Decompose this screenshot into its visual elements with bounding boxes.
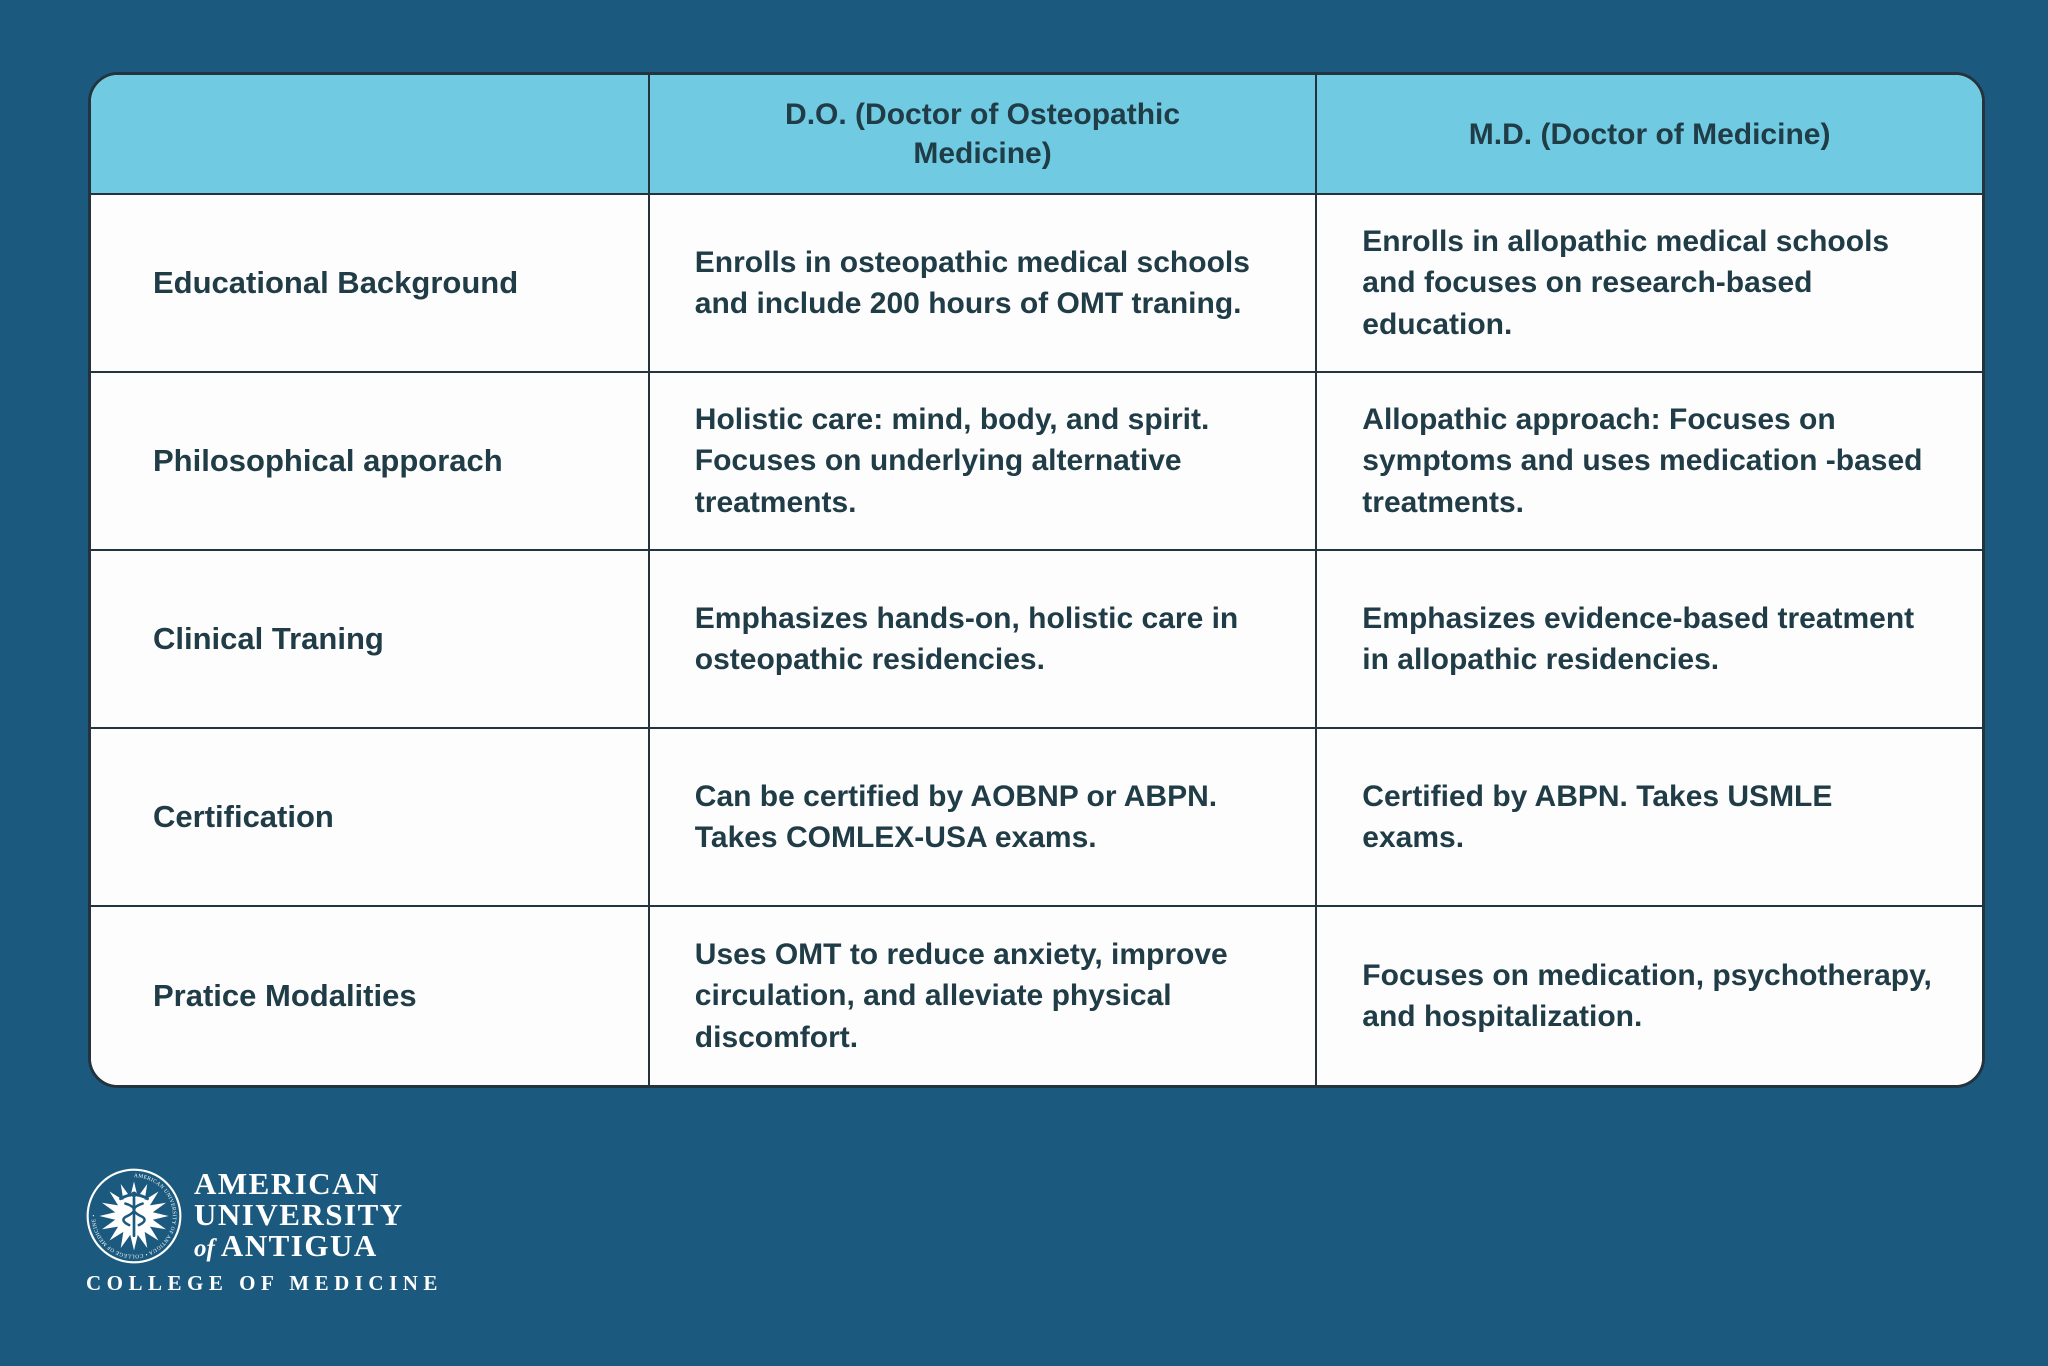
seal-ring-text: AMERICAN UNIVERSITY OF ANTIGUA • COLLEGE OF MEDICINE •	[91, 1173, 177, 1259]
do-cell-educational-background: Enrolls in osteopathic medical schools and include 200 hours of OMT traning.	[650, 195, 1318, 373]
do-cell-clinical-training: Emphasizes hands-on, holistic care in osteopathic residencies.	[650, 551, 1318, 729]
university-logo	[86, 1168, 443, 1296]
md-cell-philosophical-approach: Allopathic approach: Focuses on symptoms and uses medication -based treatments.	[1317, 373, 1982, 551]
row-label-educational-background: Educational Background	[91, 195, 650, 373]
md-cell-educational-background: Enrolls in allopathic medical schools and focuses on research-based education.	[1317, 195, 1982, 373]
md-cell-certification: Certified by ABPN. Takes USMLE exams.	[1317, 729, 1982, 907]
university-name	[194, 1168, 404, 1264]
university-name-of: of	[194, 1235, 215, 1262]
row-label-certification: Certification	[91, 729, 650, 907]
md-cell-clinical-training: Emphasizes evidence-based treatment in allopathic residencies.	[1317, 551, 1982, 729]
header-empty-cell	[91, 75, 650, 195]
university-name-antigua: ANTIGUA	[220, 1228, 378, 1263]
do-cell-certification: Can be certified by AOBNP or ABPN. Takes COMLEX-USA exams.	[650, 729, 1318, 907]
do-cell-philosophical-approach: Holistic care: mind, body, and spirit. Focuses on underlying alternative treatments.	[650, 373, 1318, 551]
college-of-medicine-tagline: COLLEGE OF MEDICINE	[86, 1271, 443, 1295]
header-md-column: M.D. (Doctor of Medicine)	[1317, 75, 1982, 195]
md-cell-practice-modalities: Focuses on medication, psychotherapy, and hospitalization.	[1317, 907, 1982, 1085]
do-cell-practice-modalities: Uses OMT to reduce anxiety, improve circulation, and alleviate physical discomfort.	[650, 907, 1318, 1085]
row-label-practice-modalities: Pratice Modalities	[91, 907, 650, 1085]
university-name-line1: AMERICAN	[194, 1166, 380, 1201]
university-name-line3	[194, 1230, 404, 1264]
row-label-philosophical-approach: Philosophical apporach	[91, 373, 650, 551]
do-md-comparison-table	[88, 72, 1985, 1088]
university-seal-icon	[86, 1168, 182, 1264]
university-name-line2: UNIVERSITY	[194, 1197, 404, 1232]
row-label-clinical-training: Clinical Traning	[91, 551, 650, 729]
header-do-column: D.O. (Doctor of Osteopathic Medicine)	[650, 75, 1318, 195]
